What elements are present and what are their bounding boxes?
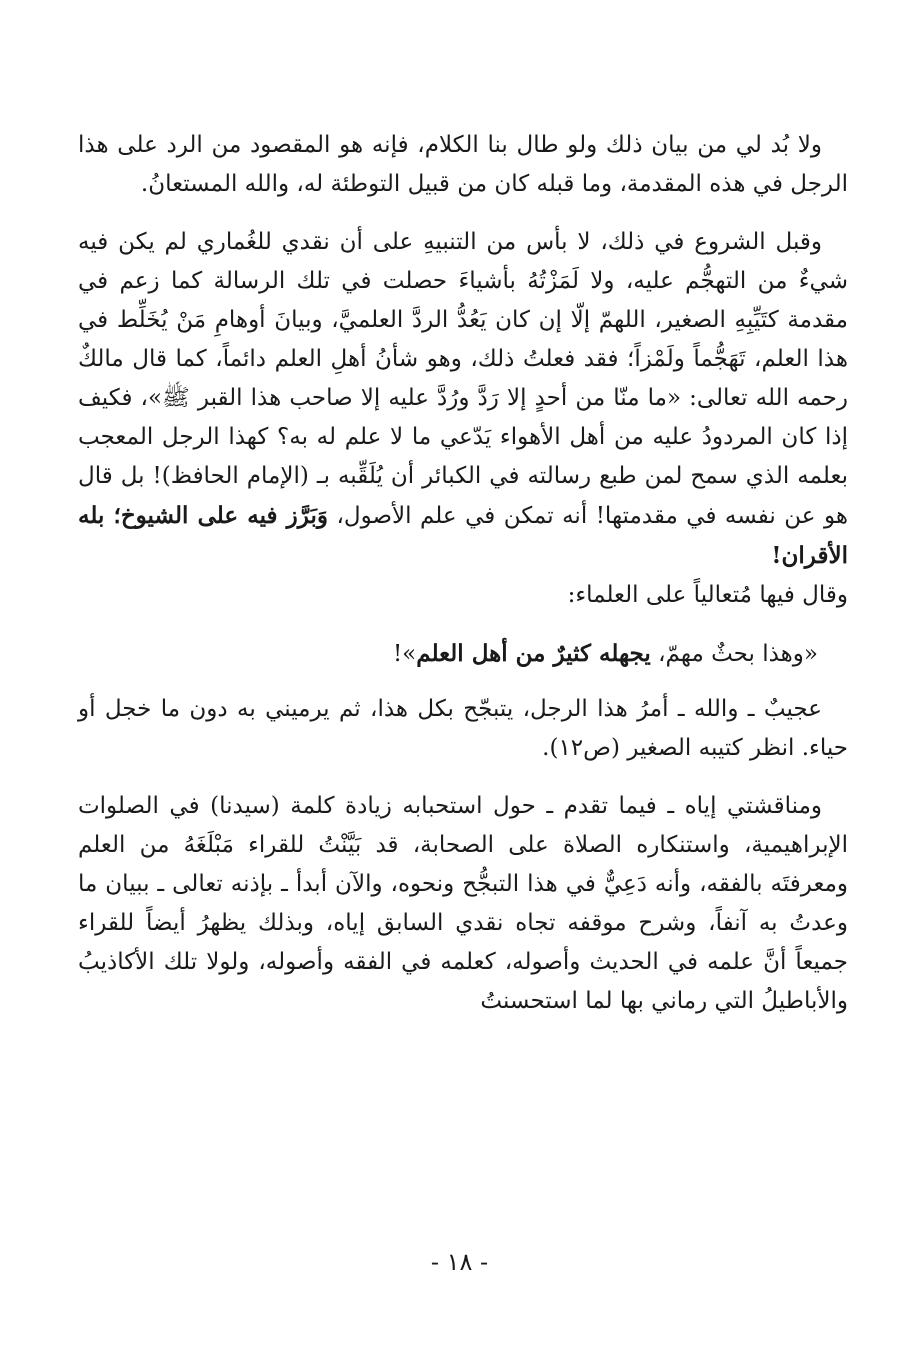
paragraph-2-end: وقال فيها مُتعالياً على العلماء: (567, 582, 848, 608)
paragraph-2 (78, 223, 848, 615)
quote-end: »! (392, 641, 417, 667)
quote-bold: يجهله كثيرٌ من أهل العلم (416, 640, 651, 667)
paragraph-4: ومناقشتي إياه ـ فيما تقدم ـ حول استحبابه زيادة كلمة (سيدنا) في الصلوات الإبراهيمية، واستنكاره الصلاة على الصحابة، قد بَيَّنْتُ للقراء مَبْلَغَهُ من العلم ومعرفتَه بالفقه، وأنه دَعِيٌّ في هذا التبجُّح ونحوه، والآن أبدأ ـ بإذنه تعالى ـ ببيان ما وعدتُ به آنفاً، وشرح موقفه تجاه نقدي السابق إياه، وبذلك يظهرُ أيضاً للقراء جميعاً أنَّ علمه في الحديث وأصوله، كعلمه في الفقه وأصوله، ولولا تلك الأكاذيبُ والأباطيلُ التي رماني بها لما استحسنتُ (78, 793, 848, 1014)
page-number: - ١٨ - (430, 1248, 489, 1276)
paragraph-2-text: وقبل الشروع في ذلك، لا بأس من التنبيهِ على أن نقدي للغُماري لم يكن فيه شيءٌ من التهجُّم عليه، ولا لَمَزْتُهُ بأشياءَ حصلت في تلك الرسالة كما زعم في مقدمة كتَيِّبِهِ الصغير، اللهمّ إلّا إن كان يَعُدُّ الردَّ العلميَّ، وبيانَ أوهامِ مَنْ يُخَلِّط في هذا العلم، تَهَجُّماً ولَمْزاً؛ فقد فعلتُ ذلك، وهو شأنُ أهلِ العلم دائماً، كما قال مالكٌ رحمه الله تعالى: «ما منّا من أحدٍ إلا رَدَّ ورُدَّ عليه إلا صاحب هذا القبر ﷺ»، فكيف إذا كان المردودُ عليه من أهل الأهواء يَدّعي ما لا علم له به؟ كهذا الرجل المعجب بعلمه الذي سمح لمن طبع رسالته في الكبائر أن يُلَقِّبه بـ (الإمام الحافظ)! بل قال هو عن نفسه في مقدمتها! أنه تمكن في علم الأصول، (78, 229, 848, 529)
paragraph-2-bold: وَبَرَّز فيه على الشيوخ؛ بله الأقران! (78, 502, 848, 569)
body-text (78, 126, 848, 1040)
quote-start: «وهذا بحثٌ مهمّ، (650, 641, 818, 667)
paragraph-1: ولا بُد لي من بيان ذلك ولو طال بنا الكلام، فإنه هو المقصود من الرد على هذا الرجل في هذه المقدمة، وما قبله كان من قبيل التوطئة له، والله المستعانُ. (78, 132, 848, 197)
quote-block (78, 634, 848, 674)
paragraph-3: عجيبٌ ـ والله ـ أمرُ هذا الرجل، يتبجّح بكل هذا، ثم يرميني به دون ما خجل أو حياء. انظر كتيبه الصغير (ص١٢). (78, 696, 848, 761)
